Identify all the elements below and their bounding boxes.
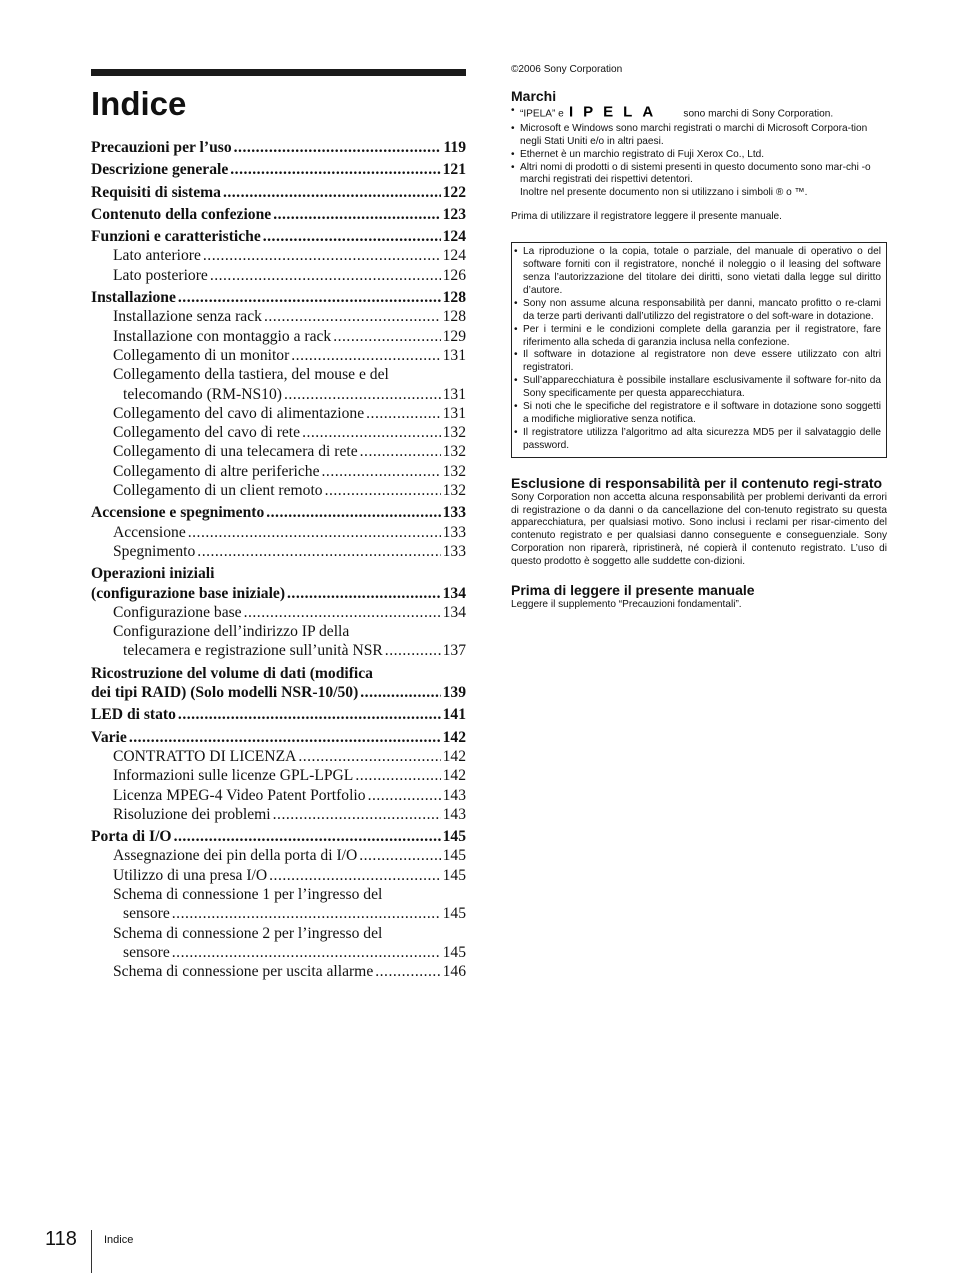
- toc-entry-title: (configurazione base iniziale): [91, 584, 286, 602]
- toc-entry-page: 131: [442, 404, 466, 422]
- toc-entry-page: 121: [442, 161, 466, 179]
- toc-entry-main: [91, 227, 466, 246]
- toc-entry-page: 124: [442, 247, 466, 265]
- toc-entry-title: Accensione: [113, 523, 186, 541]
- leader-dots: [269, 866, 440, 885]
- toc-entry-sub: [91, 423, 466, 442]
- leader-dots: [234, 138, 442, 157]
- leader-dots: [355, 766, 440, 785]
- toc-entry-page: 145: [442, 905, 466, 923]
- toc-list: [91, 138, 466, 981]
- toc-entry-main: [91, 205, 466, 224]
- toc-entry-page: 145: [442, 866, 466, 884]
- notice-item: • Sony non assume alcuna responsabilità per danni, mancato profitto o re-clami da terze parti derivanti dall’utilizzo del registratore o del soft-ware in dotazione.: [514, 298, 881, 324]
- notice-item: • Il registratore utilizza l’algoritmo ad alta sicurezza MD5 per il salvataggio delle password.: [514, 427, 881, 453]
- toc-entry-page: 133: [442, 523, 466, 541]
- leader-dots: [287, 584, 441, 603]
- toc-entry-title: Collegamento di un client remoto: [113, 482, 323, 500]
- toc-entry-line: Operazioni iniziali: [91, 565, 215, 583]
- toc-entry-page: 132: [442, 424, 466, 442]
- leader-dots: [360, 683, 440, 702]
- leader-dots: [366, 404, 440, 423]
- ipela-logo: [569, 105, 679, 123]
- toc-entry-title: Installazione: [91, 289, 176, 307]
- toc-entry-page: 145: [442, 828, 466, 846]
- toc-entry-sub: [91, 442, 466, 461]
- notice-item: • Si noti che le specifiche del registratore e il software in dotazione sono soggetti a modifiche migliorative senza notifica.: [514, 401, 881, 427]
- leader-dots: [178, 288, 441, 307]
- toc-entry-page: 145: [442, 847, 466, 865]
- toc-entry-page: 143: [442, 786, 466, 804]
- toc-entry-title: LED di stato: [91, 706, 176, 724]
- toc-entry-sub: [91, 307, 466, 326]
- footer-divider: [91, 1230, 92, 1273]
- leader-dots: [264, 307, 441, 326]
- toc-entry-page: 142: [442, 728, 466, 746]
- toc-entry-title: Varie: [91, 728, 127, 746]
- leader-dots: [325, 481, 441, 500]
- toc-entry-main: [91, 183, 466, 202]
- toc-entry-page: 134: [442, 584, 466, 602]
- toc-entry-sub: [91, 962, 466, 981]
- leader-dots: [203, 246, 441, 265]
- toc-entry-title: Lato anteriore: [113, 247, 201, 265]
- toc-entry-sub: [91, 885, 466, 924]
- toc-entry-title: Configurazione base: [113, 603, 242, 621]
- leader-dots: [375, 962, 440, 981]
- toc-entry-title: Collegamento del cavo di alimentazione: [113, 404, 365, 422]
- toc-entry-page: 137: [442, 642, 466, 660]
- toc-entry-sub: [91, 462, 466, 481]
- toc-entry-title: Descrizione generale: [91, 161, 229, 179]
- copyright: ©2006 Sony Corporation: [511, 64, 623, 75]
- toc-entry-title: sensore: [123, 943, 170, 961]
- toc-entry-page: 128: [442, 289, 466, 307]
- trademarks-list: [511, 105, 887, 200]
- list-item: • “IPELA” e IPELA sono marchi di Sony Corporation.: [511, 105, 887, 123]
- leader-dots: [129, 728, 441, 747]
- toc-entry-sub: [91, 523, 466, 542]
- leader-dots: [172, 943, 441, 962]
- toc-entry-sub: [91, 365, 466, 404]
- toc-entry-title: Requisiti di sistema: [91, 183, 221, 201]
- toc-entry-main: [91, 728, 466, 747]
- svg-text:IPELA: IPELA: [568, 104, 663, 118]
- toc-entry-line: Schema di connessione 1 per l’ingresso del: [113, 885, 383, 903]
- leader-dots: [273, 205, 440, 224]
- toc-entry-line: Schema di connessione 2 per l’ingresso del: [113, 924, 383, 942]
- toc-entry-title: Porta di I/O: [91, 828, 172, 846]
- toc-entry-page: 146: [442, 963, 466, 981]
- leader-dots: [244, 603, 441, 622]
- toc-entry-title: Informazioni sulle licenze GPL-LPGL: [113, 767, 354, 785]
- before-reading-body: Leggere il supplemento “Precauzioni fondamentali”.: [511, 599, 742, 611]
- leader-dots: [197, 542, 440, 561]
- toc-entry-main: [91, 288, 466, 307]
- read-manual-note: Prima di utilizzare il registratore leggere il presente manuale.: [511, 211, 782, 223]
- toc-entry-title: Precauzioni per l’uso: [91, 139, 232, 156]
- toc-entry-title: Utilizzo di una presa I/O: [113, 866, 268, 884]
- toc-entry-sub: [91, 766, 466, 785]
- toc-entry-page: 132: [442, 462, 466, 480]
- toc-entry-sub: [91, 542, 466, 561]
- toc-entry-title: Collegamento del cavo di rete: [113, 424, 301, 442]
- leader-dots: [385, 641, 441, 660]
- leader-dots: [230, 160, 440, 179]
- notice-item: • Sull’apparecchiatura è possibile installare esclusivamente il software for-nito da Sony specificamente per questa apparecchiatura.: [514, 375, 881, 401]
- toc-entry-sub: [91, 866, 466, 885]
- leader-dots: [188, 523, 441, 542]
- toc-entry-title: Risoluzione dei problemi: [113, 805, 271, 823]
- toc-entry-title: CONTRATTO DI LICENZA: [113, 747, 297, 765]
- legal-notices-column: [511, 64, 887, 612]
- notice-item: • La riproduzione o la copia, totale o parziale, del manuale di operativo o del software forniti con il registratore, nonché il noleggio o il leasing del software senza l’autorizzazione del titolare dei diritti, sono vietati dalla legge sul diritto d’autore.: [514, 246, 881, 298]
- toc-entry-sub: [91, 404, 466, 423]
- leader-dots: [368, 786, 441, 805]
- table-of-contents-column: [91, 69, 466, 981]
- toc-entry-sub: [91, 327, 466, 346]
- before-reading-heading: Prima di leggere il presente manuale: [511, 582, 755, 599]
- toc-entry-title: Installazione con montaggio a rack: [113, 327, 332, 345]
- list-item: • Ethernet è un marchio registrato di Fuji Xerox Co., Ltd.: [511, 149, 887, 162]
- leader-dots: [302, 423, 441, 442]
- leader-dots: [333, 327, 440, 346]
- toc-entry-sub: [91, 924, 466, 963]
- leader-dots: [174, 827, 441, 846]
- toc-entry-page: 134: [442, 603, 466, 621]
- toc-entry-page: 126: [442, 266, 466, 284]
- toc-entry-main: [91, 664, 466, 703]
- toc-entry-title: sensore: [123, 905, 170, 923]
- toc-entry-title: dei tipi RAID) (Solo modelli NSR-10/50): [91, 684, 359, 702]
- toc-entry-main: [91, 827, 466, 846]
- toc-entry-title: Installazione senza rack: [113, 308, 262, 326]
- leader-dots: [223, 183, 441, 202]
- toc-entry-title: Funzioni e caratteristiche: [91, 228, 261, 246]
- toc-entry-page: 142: [442, 767, 466, 785]
- toc-entry-sub: [91, 346, 466, 365]
- toc-entry-main: [91, 160, 466, 179]
- toc-entry-title: Collegamento di altre periferiche: [113, 462, 320, 480]
- notice-item: • Per i termini e le condizioni complete della garanzia per il registratore, fare riferimento alla scheda di garanzia inclusa nella confezione.: [514, 324, 881, 350]
- toc-entry-page: 145: [442, 943, 466, 961]
- toc-entry-sub: [91, 481, 466, 500]
- leader-dots: [298, 747, 440, 766]
- title-rule: [91, 69, 466, 76]
- toc-entry-page: 133: [442, 542, 466, 560]
- toc-entry-main: [91, 138, 466, 157]
- page-number: 118: [45, 1228, 77, 1250]
- toc-entry-page: 128: [442, 308, 466, 326]
- toc-entry-sub: [91, 266, 466, 285]
- leader-dots: [210, 266, 441, 285]
- toc-entry-page: 132: [442, 482, 466, 500]
- notice-list: [514, 246, 881, 453]
- toc-entry-page: 141: [442, 706, 466, 724]
- toc-entry-title: Licenza MPEG-4 Video Patent Portfolio: [113, 786, 366, 804]
- toc-entry-page: 131: [442, 385, 466, 403]
- toc-entry-page: 119: [443, 139, 466, 156]
- leader-dots: [360, 442, 441, 461]
- toc-entry-page: 132: [442, 443, 466, 461]
- toc-entry-sub: [91, 786, 466, 805]
- toc-entry-page: 131: [442, 346, 466, 364]
- leader-dots: [263, 227, 441, 246]
- toc-entry-sub: [91, 603, 466, 622]
- toc-entry-page: 143: [442, 805, 466, 823]
- leader-dots: [291, 346, 440, 365]
- notice-item: • Il software in dotazione al registratore non deve essere utilizzato con altri registratori.: [514, 349, 881, 375]
- toc-entry-main: [91, 564, 466, 603]
- toc-entry-main: [91, 503, 466, 522]
- toc-entry-sub: [91, 747, 466, 766]
- toc-entry-main: [91, 705, 466, 724]
- toc-entry-title: Schema di connessione per uscita allarme: [113, 963, 374, 981]
- toc-entry-line: Collegamento della tastiera, del mouse e del: [113, 366, 389, 384]
- notice-box: [511, 242, 887, 458]
- disclaimer-body: Sony Corporation non accetta alcuna responsabilità per problemi derivanti da errori di registrazione o da danni o da cancellazione del con-tenuto registrato su questa apparecchiatura, per qualsiasi motivo. Sono inclusi i reclami per risar-cimento del contenuto registrato e per qualsiasi danno conseguente e conseguenziale. Sony Corporation non riparerà, ripristinerà, né copierà il contenuto registrato. L’uso di questo prodotto è soggetto alle suddette con-dizioni.: [511, 491, 887, 568]
- disclaimer-heading: Esclusione di responsabilità per il contenuto regi-strato: [511, 474, 883, 491]
- toc-entry-title: Collegamento di un monitor: [113, 346, 290, 364]
- toc-entry-page: 133: [442, 504, 466, 522]
- leader-dots: [178, 705, 441, 724]
- toc-entry-page: 123: [442, 205, 466, 223]
- footer-section-label: Indice: [104, 1234, 134, 1246]
- toc-entry-title: telecomando (RM-NS10): [123, 385, 282, 403]
- toc-entry-title: Collegamento di una telecamera di rete: [113, 443, 358, 461]
- toc-entry-title: Contenuto della confezione: [91, 205, 272, 223]
- toc-entry-page: 139: [442, 684, 466, 702]
- toc-entry-title: Assegnazione dei pin della porta di I/O: [113, 847, 358, 865]
- leader-dots: [284, 385, 441, 404]
- toc-entry-title: Lato posteriore: [113, 266, 208, 284]
- toc-entry-page: 122: [442, 183, 466, 201]
- toc-entry-title: telecamera e registrazione sull’unità NSR: [123, 642, 383, 660]
- toc-entry-title: Accensione e spegnimento: [91, 504, 265, 522]
- toc-entry-sub: [91, 246, 466, 265]
- page-title: Indice: [91, 85, 187, 122]
- toc-entry-page: 129: [442, 327, 466, 345]
- toc-entry-title: Spegnimento: [113, 542, 196, 560]
- leader-dots: [273, 805, 441, 824]
- toc-entry-page: 142: [442, 747, 466, 765]
- list-item: • Microsoft e Windows sono marchi registrati o marchi di Microsoft Corpora-tion negli Stati Uniti e/o in altri paesi.: [511, 123, 887, 149]
- leader-dots: [359, 846, 440, 865]
- toc-entry-sub: [91, 622, 466, 661]
- leader-dots: [172, 904, 441, 923]
- toc-entry-page: 124: [442, 228, 466, 246]
- list-item: • Altri nomi di prodotti o di sistemi presenti in questo documento sono mar-chi -o marchi registrati dei rispettivi detentori. Inoltre nel presente documento non si utilizzano i simboli ® o ™.: [511, 162, 887, 201]
- toc-entry-line: Ricostruzione del volume di dati (modifica: [91, 664, 373, 682]
- leader-dots: [322, 462, 441, 481]
- toc-entry-sub: [91, 805, 466, 824]
- toc-entry-sub: [91, 846, 466, 865]
- trademarks-heading: Marchi: [511, 87, 557, 104]
- toc-entry-line: Configurazione dell’indirizzo IP della: [113, 623, 350, 641]
- leader-dots: [266, 503, 440, 522]
